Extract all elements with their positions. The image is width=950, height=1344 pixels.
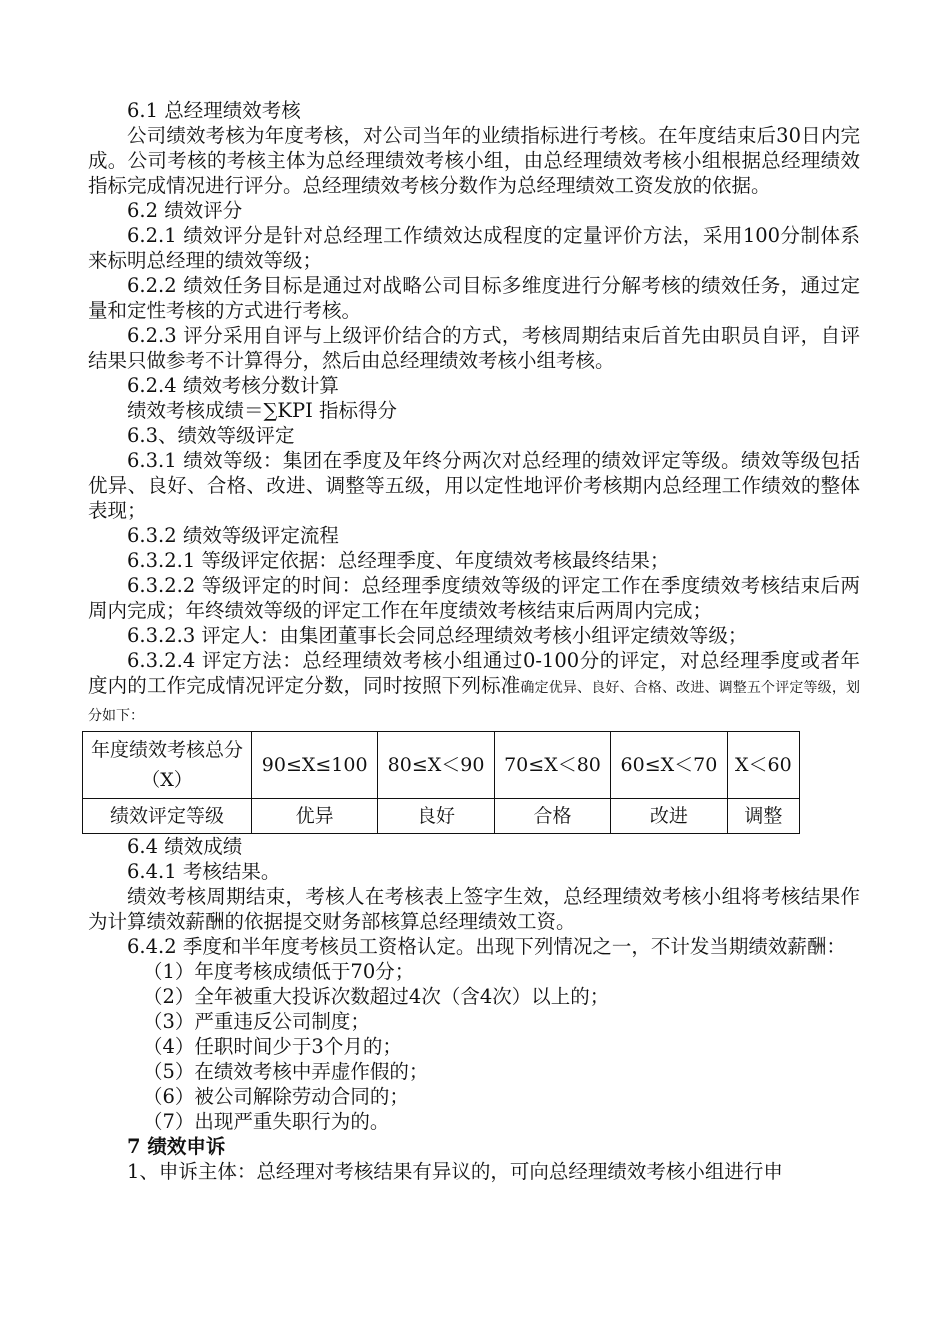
body-paragraph: 6.3.2.1 等级评定依据：总经理季度、年度绩效考核最终结果； [127, 549, 670, 572]
condition-item: （1）年度考核成绩低于70分； [143, 960, 415, 983]
evaluation-method-text: 6.3.2.4 评定方法：总经理绩效考核小组通过0-100分的评定，对总经理季度或者年度内的工作完成情况评定分数，同时按照下列标准 [88, 649, 860, 697]
condition-item: （7）出现严重失职行为的。 [143, 1110, 390, 1133]
score-header-cell: 年度绩效考核总分（X） [83, 732, 252, 799]
body-paragraph: 公司绩效考核为年度考核，对公司当年的业绩指标进行考核。在年度结束后30日内完成。公司考核的考核主体为总经理绩效考核小组，由总经理绩效考核小组根据总经理绩效指标完成情况进行评分。总经理绩效考核分数作为总经理绩效工资发放的依据。 [88, 124, 860, 197]
paragraphs-before-table [88, 98, 860, 648]
grade-cell: 良好 [378, 799, 494, 834]
grade-cell: 合格 [494, 799, 610, 834]
body-paragraph: 绩效考核成绩＝∑KPI 指标得分 [127, 399, 398, 422]
score-range-cell: 80≤X＜90 [378, 732, 494, 799]
document-page [88, 98, 860, 1184]
body-paragraph: 6.3.2 绩效等级评定流程 [127, 524, 339, 547]
body-paragraph: 6.3.1 绩效等级：集团在季度及年终分两次对总经理的绩效评定等级。绩效等级包括优异、良好、合格、改进、调整等五级，用以定性地评价考核期内总经理工作绩效的整体表现； [88, 449, 860, 522]
condition-item: （4）任职时间少于3个月的； [143, 1035, 402, 1058]
body-paragraph: 6.3.2.2 等级评定的时间：总经理季度绩效等级的评定工作在季度绩效考核结束后两周内完成；年终绩效等级的评定工作在年度绩效考核结束后两周内完成； [88, 574, 860, 622]
grade-table-score-row [83, 732, 800, 799]
grade-cell: 调整 [727, 799, 799, 834]
body-paragraph: 6.2.4 绩效考核分数计算 [127, 374, 339, 397]
body-paragraph: 6.2 绩效评分 [127, 199, 243, 222]
body-paragraph: 6.4.1 考核结果。 [127, 860, 281, 883]
body-paragraph: 6.3、绩效等级评定 [127, 424, 295, 447]
body-paragraph: 6.1 总经理绩效考核 [127, 99, 301, 122]
section-7-first-line: 1、申诉主体：总经理对考核结果有异议的，可向总经理绩效考核小组进行申 [127, 1160, 783, 1183]
section-7-heading: 7 绩效申诉 [127, 1135, 226, 1158]
body-paragraph: 6.4 绩效成绩 [127, 835, 243, 858]
condition-list [88, 959, 860, 1134]
grade-cell: 改进 [611, 799, 727, 834]
grade-table [82, 731, 800, 834]
condition-item: （5）在绩效考核中弄虚作假的； [143, 1060, 429, 1083]
condition-item: （2）全年被重大投诉次数超过4次（含4次）以上的； [143, 985, 610, 1008]
body-paragraph: 6.3.2.3 评定人：由集团董事长会同总经理绩效考核小组评定绩效等级； [127, 624, 748, 647]
grade-table-grade-row [83, 799, 800, 834]
body-paragraph: 6.2.1 绩效评分是针对总经理工作绩效达成程度的定量评价方法，采用100分制体系来标明总经理的绩效等级； [88, 224, 860, 272]
condition-item: （3）严重违反公司制度； [143, 1010, 370, 1033]
body-paragraph: 绩效考核周期结束，考核人在考核表上签字生效，总经理绩效考核小组将考核结果作为计算绩效薪酬的依据提交财务部核算总经理绩效工资。 [88, 885, 860, 933]
grade-cell: 优异 [252, 799, 378, 834]
paragraphs-after-table [88, 834, 860, 959]
grade-header-cell: 绩效评定等级 [83, 799, 252, 834]
score-range-cell: 90≤X≤100 [252, 732, 378, 799]
score-range-cell: 60≤X＜70 [611, 732, 727, 799]
score-range-cell: 70≤X＜80 [494, 732, 610, 799]
condition-item: （6）被公司解除劳动合同的； [143, 1085, 409, 1108]
body-paragraph: 6.4.2 季度和半年度考核员工资格认定。出现下列情况之一，不计发当期绩效薪酬： [127, 935, 846, 958]
score-range-cell: X＜60 [727, 732, 799, 799]
evaluation-method-paragraph [88, 648, 860, 729]
body-paragraph: 6.2.2 绩效任务目标是通过对战略公司目标多维度进行分解考核的绩效任务，通过定量和定性考核的方式进行考核。 [88, 274, 860, 322]
evaluation-method-small-text: 确定优异、良好、合格、改进、调整五个评定等级，划分如下： [88, 680, 860, 724]
body-paragraph: 6.2.3 评分采用自评与上级评价结合的方式，考核周期结束后首先由职员自评，自评结果只做参考不计算得分，然后由总经理绩效考核小组考核。 [88, 324, 860, 372]
